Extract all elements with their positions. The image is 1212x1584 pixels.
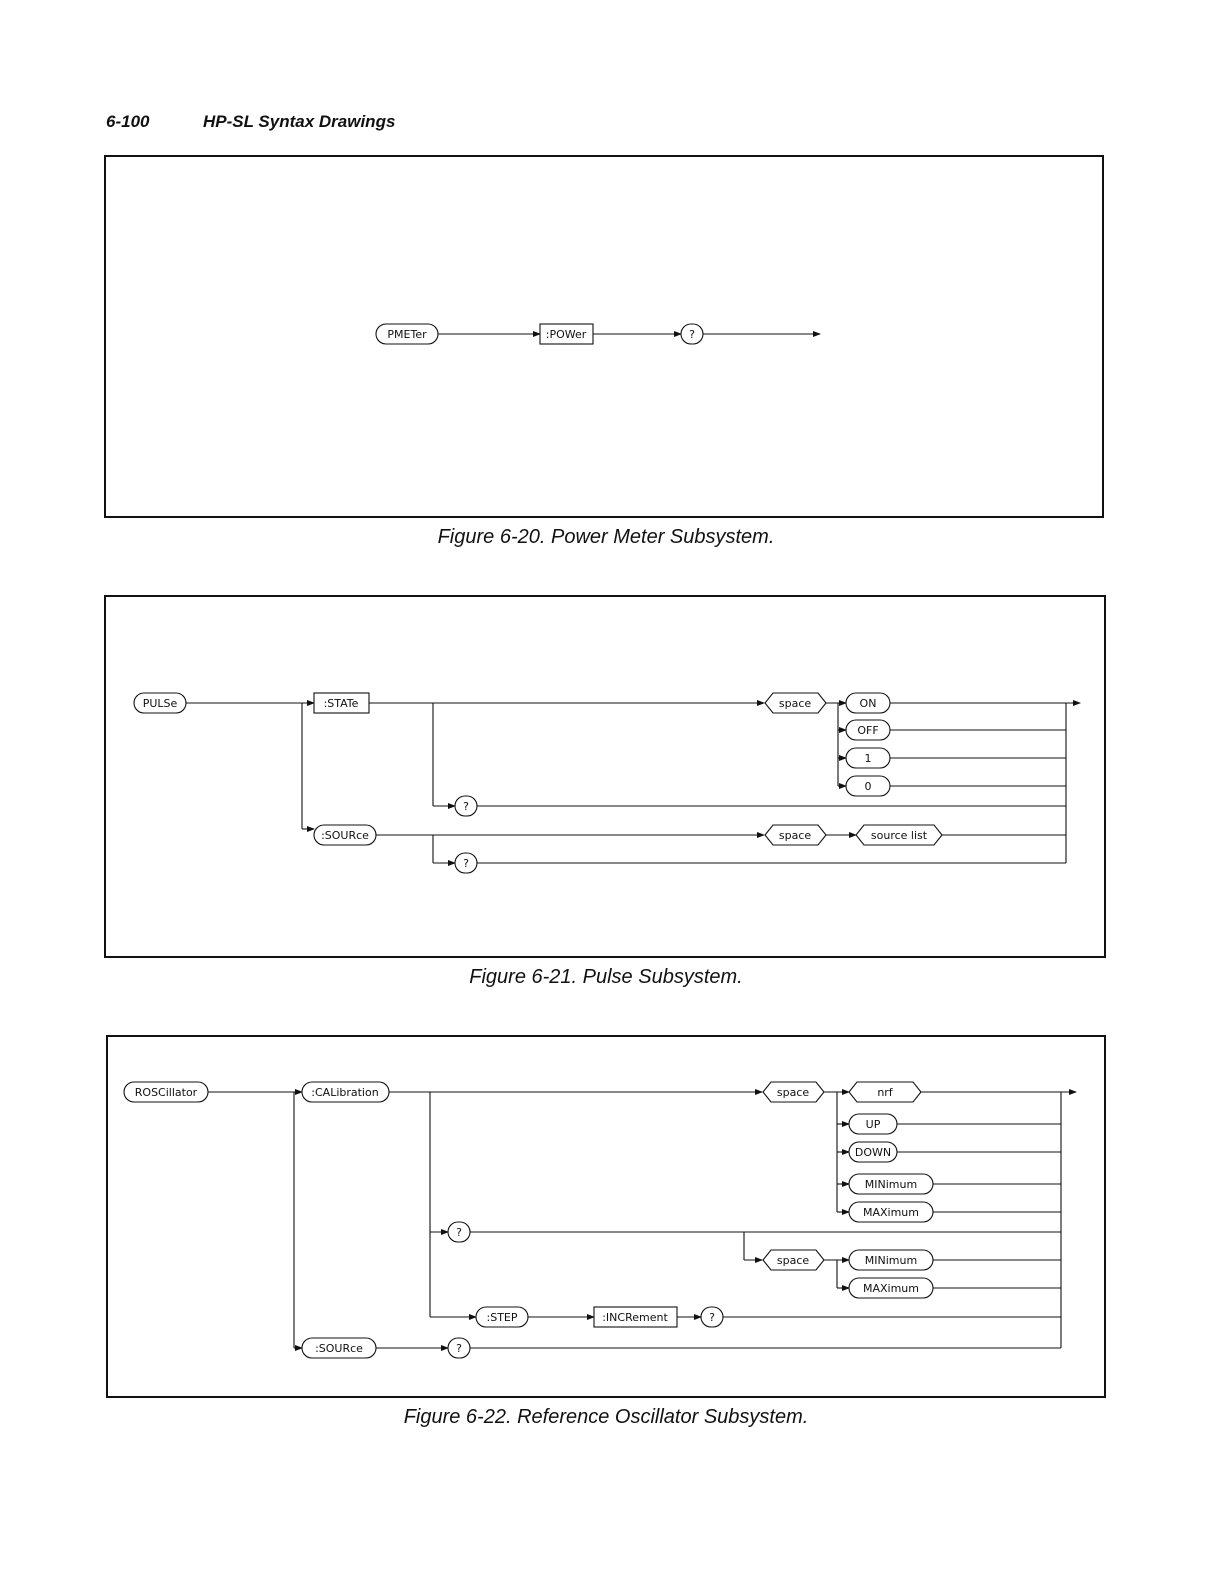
node-step-label: :STEP xyxy=(486,1311,518,1324)
node-nrf-label: nrf xyxy=(877,1086,893,1099)
node-source-list-label: source list xyxy=(870,829,928,842)
figure-power-meter xyxy=(104,155,1104,518)
node-power-label: :POWer xyxy=(545,328,587,341)
node-query3-label: ? xyxy=(456,1342,462,1355)
node-source-label: :SOURce xyxy=(321,829,369,842)
power-meter-diagram xyxy=(376,324,820,344)
node-rosc-label: ROSCillator xyxy=(134,1086,198,1099)
figure-caption: Figure 6-22. Reference Oscillator Subsystem. xyxy=(403,1406,809,1428)
node-space2-label: space xyxy=(776,1254,810,1267)
node-query-label: ? xyxy=(689,328,695,341)
node-space1-label: space xyxy=(776,1086,810,1099)
node-minimum1-label: MINimum xyxy=(864,1178,918,1191)
node-zero-label: 0 xyxy=(864,780,872,793)
node-query1-label: ? xyxy=(463,800,469,813)
figure-caption: Figure 6-21. Pulse Subsystem. xyxy=(469,966,743,988)
node-query2-label: ? xyxy=(709,1311,715,1324)
node-off-label: OFF xyxy=(857,724,879,737)
node-on-label: ON xyxy=(859,697,877,710)
node-pmeter-label: PMETer xyxy=(387,328,427,341)
node-maximum1-label: MAXimum xyxy=(862,1206,920,1219)
node-space2-label: space xyxy=(778,829,812,842)
figure-caption: Figure 6-20. Power Meter Subsystem. xyxy=(437,526,775,548)
node-maximum2-label: MAXimum xyxy=(862,1282,920,1295)
node-query2-label: ? xyxy=(463,857,469,870)
pulse-diagram xyxy=(134,693,1080,873)
node-increment-label: :INCRement xyxy=(602,1311,668,1324)
node-query1-label: ? xyxy=(456,1226,462,1239)
node-down-label: DOWN xyxy=(854,1146,892,1159)
reference-oscillator-diagram xyxy=(124,1082,1076,1358)
page-number: 6-100 xyxy=(106,112,150,131)
figure-reference-oscillator xyxy=(106,1035,1106,1398)
node-space1-label: space xyxy=(778,697,812,710)
node-one-label: 1 xyxy=(864,752,872,765)
node-minimum2-label: MINimum xyxy=(864,1254,918,1267)
node-calibration-label: :CALibration xyxy=(311,1086,379,1099)
node-up-label: UP xyxy=(865,1118,881,1131)
node-pulse-label: PULSe xyxy=(142,697,178,710)
page-title: HP-SL Syntax Drawings xyxy=(203,112,396,131)
node-source-label: :SOURce xyxy=(315,1342,363,1355)
figure-pulse xyxy=(104,595,1106,958)
node-state-label: :STATe xyxy=(323,697,359,710)
